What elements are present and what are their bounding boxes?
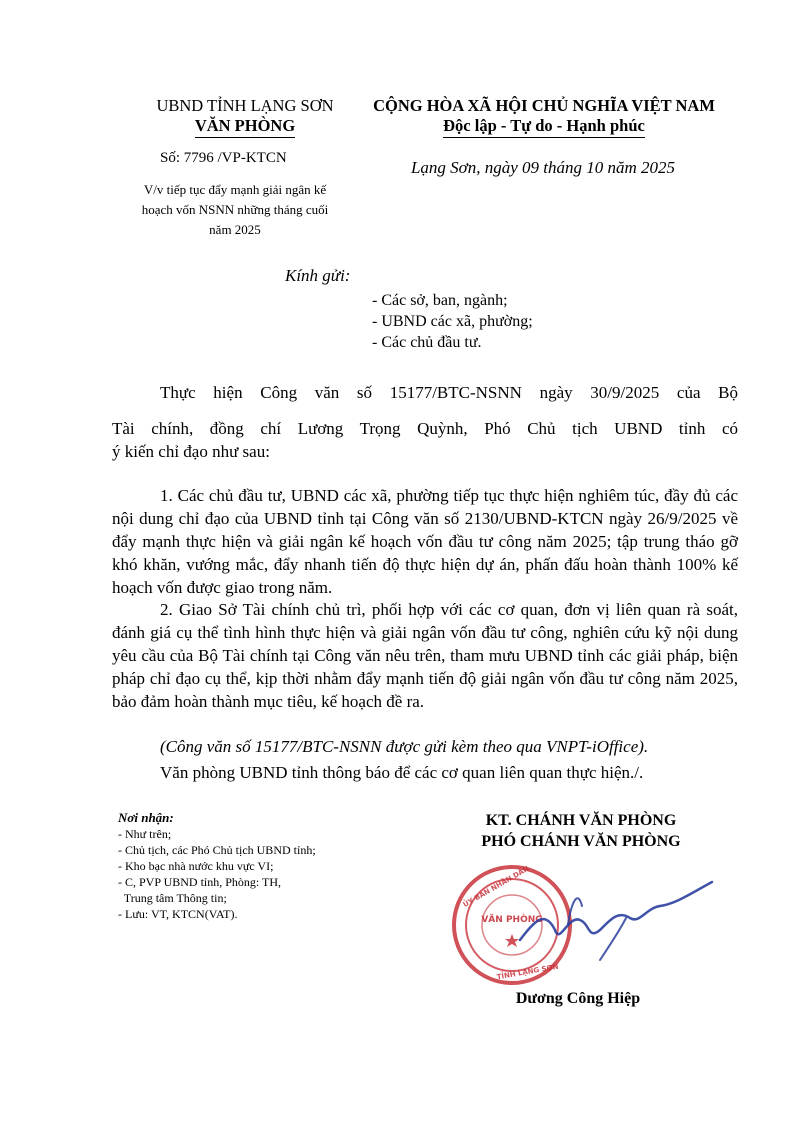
distribution-item: - C, PVP UBND tỉnh, Phòng: TH,: [118, 875, 282, 889]
recipient-item: - Các sở, ban, ngành;: [372, 292, 508, 309]
signature-title: KT. CHÁNH VĂN PHÒNG: [485, 812, 677, 829]
signature-block: [446, 810, 716, 852]
signer-name: Dương Công Hiệp: [515, 990, 641, 1007]
nation-motto: Độc lập - Tự do - Hạnh phúc: [443, 116, 645, 138]
body-intro: Thực hiện Công văn số 15177/BTC-NSNN ngày 30/9/2025 của Bộ Tài chính, đồng chí Lương Trọng Quỳnh, Phó Chủ tịch UBND tỉnh có ý kiến chỉ đạo như sau:: [112, 383, 738, 461]
signature-stroke: [520, 882, 712, 940]
distribution-title: Nơi nhận:: [118, 810, 174, 825]
place-date: Lạng Sơn, ngày 09 tháng 10 năm 2025: [410, 158, 676, 177]
distribution-item: - Chủ tịch, các Phó Chủ tịch UBND tỉnh;: [118, 843, 316, 857]
issuing-org: [120, 96, 370, 138]
recipient-item: - Các chủ đầu tư.: [372, 334, 482, 351]
nation-title: CỘNG HÒA XÃ HỘI CHỦ NGHĨA VIỆT NAM: [373, 96, 715, 115]
stamp-text: VĂN PHÒNG: [481, 915, 543, 925]
org-department: VĂN PHÒNG: [195, 116, 295, 138]
distribution-item: - Kho bạc nhà nước khu vực VI;: [118, 859, 274, 873]
closing-line: Văn phòng UBND tỉnh thông báo để các cơ quan liên quan thực hiện./.: [160, 763, 644, 782]
recipients-title: Kính gửi:: [285, 266, 351, 285]
recipients-list: [372, 290, 533, 353]
signature-subtitle: PHÓ CHÁNH VĂN PHÒNG: [481, 833, 681, 850]
official-stamp-icon: [450, 860, 720, 990]
distribution-item: Trung tâm Thông tin;: [118, 891, 227, 905]
attachment-note: (Công văn số 15177/BTC-NSNN được gửi kèm theo qua VNPT-iOffice).: [160, 737, 649, 756]
body-item-2: 2. Giao Sở Tài chính chủ trì, phối hợp với các cơ quan, đơn vị liên quan rà soát, đánh giá cụ thể tình hình thực hiện và giải ngân vốn đầu tư công, nghiên cứu kỹ nội dung yêu cầu của Bộ Tài chính tại Công văn nêu trên, tham mưu UBND tỉnh các giải pháp, biện pháp chỉ đạo cụ thể, kịp thời nhằm đẩy mạnh tiến độ giải ngân vốn đầu tư công năm 2025, bảo đảm hoàn thành mục tiêu, kế hoạch đề ra.: [112, 600, 738, 711]
body-item-1: 1. Các chủ đầu tư, UBND các xã, phường tiếp tục thực hiện nghiêm túc, đầy đủ các nội dung chỉ đạo của UBND tỉnh tại Công văn số 2130/UBND-KTCN ngày 26/9/2025 về đẩy mạnh thực hiện và giải ngân kế hoạch vốn đầu tư công năm 2025; tập trung tháo gỡ khó khăn, vướng mắc, đẩy nhanh tiến độ thực hiện dự án, phấn đấu hoàn thành 100% kế hoạch vốn được giao trong năm.: [112, 486, 738, 597]
document-subject: V/v tiếp tục đẩy mạnh giải ngân kế hoạch vốn NSNN những tháng cuối năm 2025: [141, 182, 329, 237]
distribution-item: - Lưu: VT, KTCN(VAT).: [118, 907, 238, 921]
org-name: UBND TỈNH LẠNG SƠN: [156, 96, 334, 115]
svg-text:ỦY BAN NHÂN DÂN: ỦY BAN NHÂN DÂN: [461, 864, 531, 909]
distribution-list: [118, 810, 398, 922]
document-number: Số: 7796 /VP-KTCN: [160, 150, 287, 166]
recipient-item: - UBND các xã, phường;: [372, 313, 533, 330]
distribution-item: - Như trên;: [118, 827, 172, 841]
svg-text:TỈNH LẠNG SƠN: TỈNH LẠNG SƠN: [496, 962, 560, 982]
national-motto: [358, 96, 730, 138]
